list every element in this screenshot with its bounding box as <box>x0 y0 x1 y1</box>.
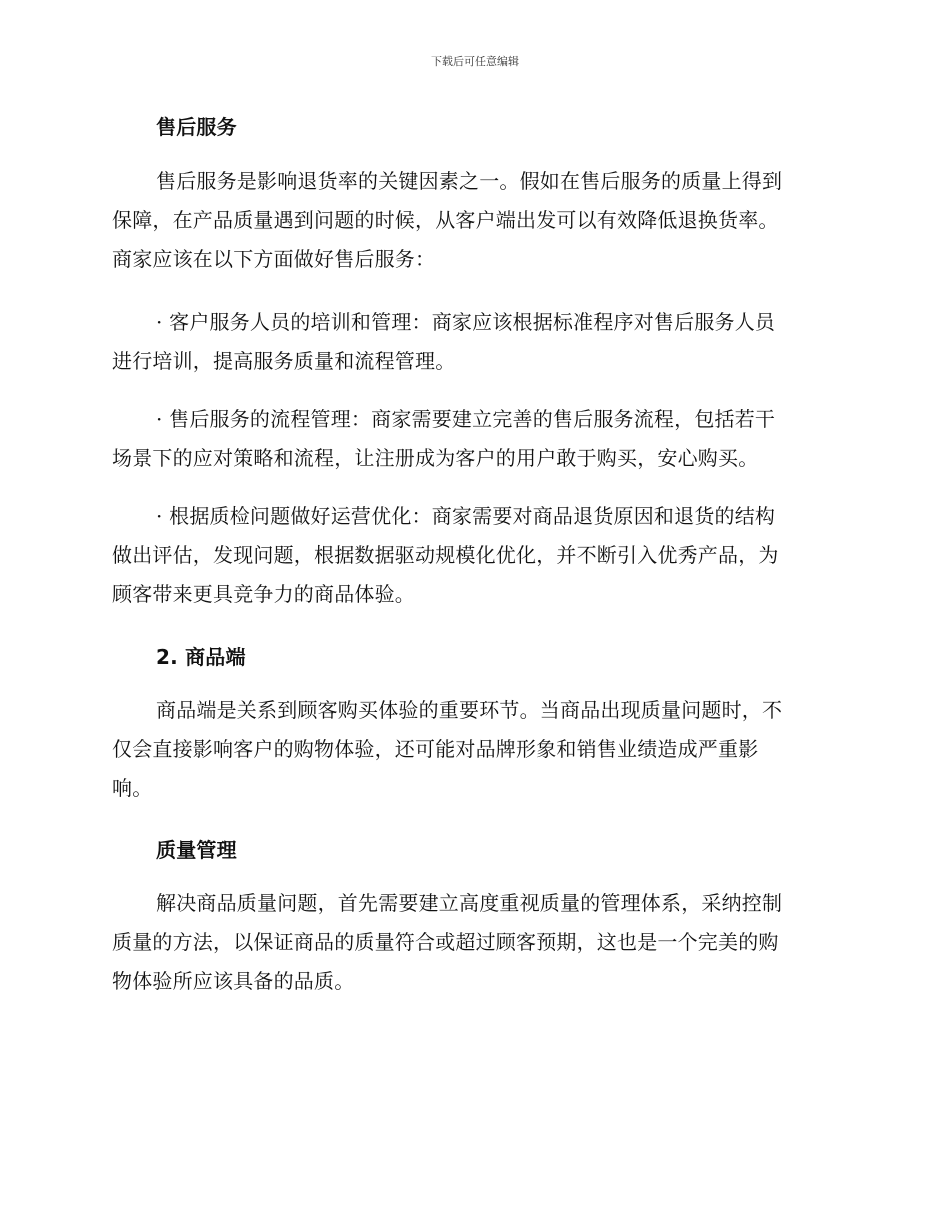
bullet-line: 场景下的应对策略和流程，让注册成为客户的用户敢于购买，安心购买。 <box>112 446 759 470</box>
paragraph-line: 保障，在产品质量遇到问题的时候，从客户端出发可以有效降低退换货率。 <box>112 208 779 232</box>
paragraph-line: 商品端是关系到顾客购买体验的重要环节。当商品出现质量问题时，不 <box>156 698 783 722</box>
bullet-item-process-management <box>112 400 832 478</box>
bullet-item-staff-training <box>112 303 832 381</box>
bullet-line: · 客户服务人员的培训和管理：商家应该根据标准程序对售后服务人员 <box>156 310 776 334</box>
bullet-line: 进行培训，提高服务质量和流程管理。 <box>112 349 456 373</box>
paragraph-line: 质量的方法，以保证商品的质量符合或超过顾客预期，这也是一个完美的购 <box>112 930 779 954</box>
paragraph-after-sales-intro <box>112 162 832 279</box>
section-heading-after-sales: 售后服务 <box>156 115 237 139</box>
paragraph-line: 仅会直接影响客户的购物体验，还可能对品牌形象和销售业绩造成严重影 <box>112 737 759 761</box>
paragraph-line: 商家应该在以下方面做好售后服务： <box>112 247 436 271</box>
paragraph-line: 售后服务是影响退货率的关键因素之一。假如在售后服务的质量上得到 <box>156 169 783 193</box>
bullet-line: 顾客带来更具竞争力的商品体验。 <box>112 582 415 606</box>
paragraph-quality-management <box>112 884 832 1001</box>
paragraph-line: 物体验所应该具备的品质。 <box>112 969 355 993</box>
paragraph-product-side <box>112 691 832 808</box>
section-heading-quality-management: 质量管理 <box>156 838 237 862</box>
paragraph-line: 解决商品质量问题，首先需要建立高度重视质量的管理体系，采纳控制 <box>156 891 783 915</box>
bullet-item-operations-optimization <box>112 497 832 614</box>
bullet-line: 做出评估，发现问题，根据数据驱动规模化优化，并不断引入优秀产品，为 <box>112 543 779 567</box>
page-header: 下载后可任意编辑 <box>431 55 519 68</box>
section-heading-product-side: 2. 商品端 <box>156 645 246 669</box>
paragraph-line: 响。 <box>112 776 153 800</box>
bullet-line: · 根据质检问题做好运营优化：商家需要对商品退货原因和退货的结构 <box>156 504 776 528</box>
bullet-line: · 售后服务的流程管理：商家需要建立完善的售后服务流程，包括若干 <box>156 407 776 431</box>
